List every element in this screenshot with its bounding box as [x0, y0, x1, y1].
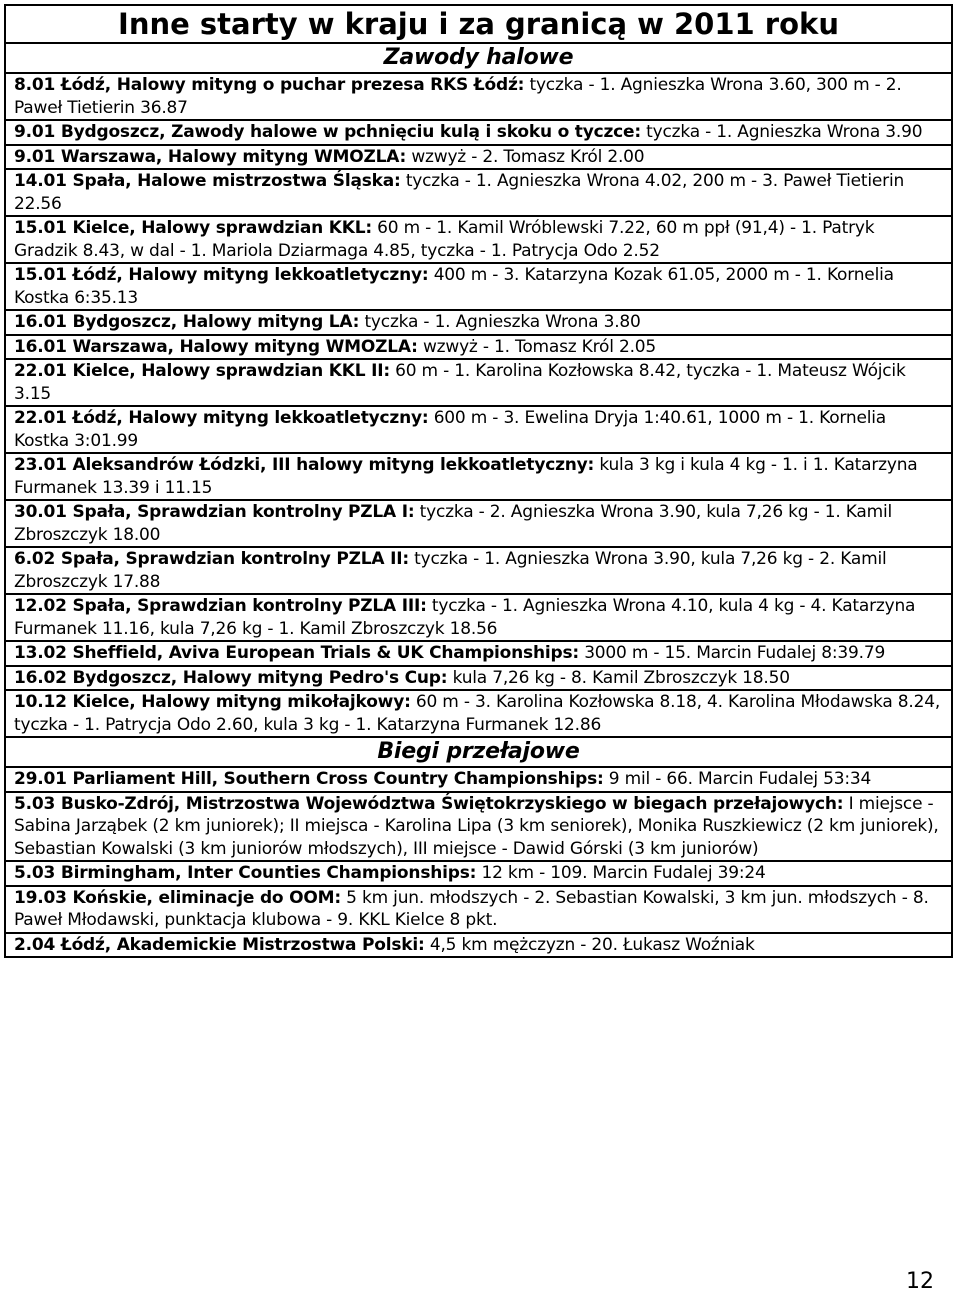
event-results: kula 7,26 kg - 8. Kamil Zbroszczyk 18.50	[447, 667, 790, 688]
event-name: 8.01 Łódź, Halowy mityng o puchar prezesa RKS Łódź:	[14, 75, 525, 95]
result-cell	[5, 310, 952, 335]
event-results: 9 mil - 66. Marcin Fudalej 53:34	[603, 769, 872, 789]
event-results: wzwyż - 1. Tomasz Król 2.05	[417, 336, 657, 357]
result-cell	[5, 933, 952, 958]
result-cell	[5, 594, 952, 641]
result-cell	[5, 641, 952, 666]
event-results: 5 km jun. młodszych - 2. Sebastian Kowalski, 3 km jun. młodszych - 8. Paweł Młodawski, punktacja klubowa - 9. KKL Kielce 8 pkt.	[14, 887, 929, 930]
event-name: 10.12 Kielce, Halowy mityng mikołajkowy:	[14, 692, 411, 712]
event-name: 30.01 Spała, Sprawdzian kontrolny PZLA I:	[14, 502, 415, 522]
event-results: kula 3 kg i kula 4 kg - 1. i 1. Katarzyna Furmanek 13.39 i 11.15	[14, 455, 918, 498]
result-cell	[5, 453, 952, 500]
event-results: 60 m - 1. Kamil Wróblewski 7.22, 60 m ppł (91,4) - 1. Patryk Gradzik 8.43, w dal - 1. Mariola Dziarmaga 4.85, tyczka - 1. Patrycja Odo 2.52	[14, 218, 875, 261]
result-cell	[5, 500, 952, 547]
result-row	[5, 263, 952, 310]
event-results: tyczka - 1. Agnieszka Wrona 3.90	[640, 122, 923, 142]
result-row	[5, 453, 952, 500]
page-title: Inne starty w kraju i za granicą w 2011 roku	[5, 5, 952, 43]
result-cell	[5, 690, 952, 737]
event-name: 16.01 Warszawa, Halowy mityng WMOZLA:	[14, 336, 418, 357]
section-heading-cross: Biegi przełajowe	[5, 737, 952, 767]
event-name: 16.01 Bydgoszcz, Halowy mityng LA:	[14, 312, 360, 332]
event-results: wzwyż - 2. Tomasz Król 2.00	[406, 146, 645, 167]
event-name: 5.03 Birmingham, Inter Counties Championships:	[14, 863, 477, 883]
event-results: tyczka - 1. Agnieszka Wrona 4.10, kula 4 kg - 4. Katarzyna Furmanek 11.16, kula 7,26 kg - 1. Kamil Zbroszczyk 18.56	[14, 596, 916, 639]
result-cell	[5, 263, 952, 310]
event-name: 16.02 Bydgoszcz, Halowy mityng Pedro's Cup:	[14, 667, 448, 688]
result-cell	[5, 406, 952, 453]
result-cell	[5, 666, 952, 691]
event-results: tyczka - 1. Agnieszka Wrona 4.02, 200 m - 3. Paweł Tietierin 22.56	[14, 171, 905, 214]
result-row	[5, 792, 952, 862]
result-cell	[5, 359, 952, 406]
result-row	[5, 594, 952, 641]
result-row	[5, 406, 952, 453]
result-cell	[5, 216, 952, 263]
result-cell	[5, 145, 952, 170]
title-row	[5, 5, 952, 43]
event-name: 22.01 Kielce, Halowy sprawdzian KKL II:	[14, 361, 390, 381]
section-row	[5, 737, 952, 767]
event-name: 15.01 Łódź, Halowy mityng lekkoatletyczny:	[14, 265, 429, 285]
result-row	[5, 666, 952, 691]
event-name: 5.03 Busko-Zdrój, Mistrzostwa Województwa Świętokrzyskiego w biegach przełajowych:	[14, 793, 844, 814]
event-name: 12.02 Spała, Sprawdzian kontrolny PZLA III:	[14, 596, 427, 616]
section-row	[5, 43, 952, 73]
result-row	[5, 641, 952, 666]
result-cell	[5, 335, 952, 360]
result-row	[5, 933, 952, 958]
event-name: 22.01 Łódź, Halowy mityng lekkoatletyczny:	[14, 408, 429, 428]
result-row	[5, 500, 952, 547]
result-row	[5, 767, 952, 792]
result-row	[5, 886, 952, 933]
result-row	[5, 359, 952, 406]
result-cell	[5, 547, 952, 594]
result-row	[5, 73, 952, 120]
result-row	[5, 216, 952, 263]
event-results: 60 m - 1. Karolina Kozłowska 8.42, tyczka - 1. Mateusz Wójcik 3.15	[14, 361, 906, 404]
event-results: tyczka - 1. Agnieszka Wrona 3.80	[359, 312, 641, 332]
result-row	[5, 861, 952, 886]
event-name: 2.04 Łódź, Akademickie Mistrzostwa Polski:	[14, 934, 425, 955]
result-cell	[5, 169, 952, 216]
result-row	[5, 310, 952, 335]
event-name: 9.01 Bydgoszcz, Zawody halowe w pchnięciu kulą i skoku o tyczce:	[14, 122, 641, 142]
result-row	[5, 120, 952, 145]
event-results: 12 km - 109. Marcin Fudalej 39:24	[476, 863, 766, 883]
result-cell	[5, 120, 952, 145]
event-name: 19.03 Końskie, eliminacje do OOM:	[14, 887, 341, 908]
event-results: 4,5 km mężczyzn - 20. Łukasz Woźniak	[424, 934, 755, 955]
event-name: 29.01 Parliament Hill, Southern Cross Country Championships:	[14, 769, 604, 789]
event-name: 15.01 Kielce, Halowy sprawdzian KKL:	[14, 218, 372, 238]
event-results: 600 m - 3. Ewelina Dryja 1:40.61, 1000 m - 1. Kornelia Kostka 3:01.99	[14, 408, 886, 451]
event-results: tyczka - 1. Agnieszka Wrona 3.60, 300 m - 2. Paweł Tietierin 36.87	[14, 75, 902, 118]
event-name: 13.02 Sheffield, Aviva European Trials & UK Championships:	[14, 643, 579, 663]
results-table	[4, 4, 953, 958]
event-name: 23.01 Aleksandrów Łódzki, III halowy mityng lekkoatletyczny:	[14, 455, 595, 475]
result-row	[5, 169, 952, 216]
event-name: 6.02 Spała, Sprawdzian kontrolny PZLA II:	[14, 549, 409, 569]
result-cell	[5, 861, 952, 886]
event-results: tyczka - 1. Agnieszka Wrona 3.90, kula 7,26 kg - 2. Kamil Zbroszczyk 17.88	[14, 549, 887, 592]
page-number: 12	[906, 1269, 934, 1294]
result-cell	[5, 886, 952, 933]
event-results: 400 m - 3. Katarzyna Kozak 61.05, 2000 m - 1. Kornelia Kostka 6:35.13	[14, 265, 894, 308]
event-name: 9.01 Warszawa, Halowy mityng WMOZLA:	[14, 146, 407, 167]
event-results: 60 m - 3. Karolina Kozłowska 8.18, 4. Karolina Młodawska 8.24, tyczka - 1. Patrycja Odo 2.60, kula 3 kg - 1. Katarzyna Furmanek 12.86	[14, 692, 941, 735]
result-row	[5, 690, 952, 737]
event-results: I miejsce - Sabina Jarząbek (2 km juniorek); II miejsca - Karolina Lipa (3 km seniorek), Monika Ruszkiewicz (2 km juniorek), Sebastian Kowalski (3 km juniorów młodszych), III miejsce - Dawid Górski (3 km juniorów)	[14, 793, 939, 859]
result-cell	[5, 792, 952, 862]
event-results: tyczka - 2. Agnieszka Wrona 3.90, kula 7,26 kg - 1. Kamil Zbroszczyk 18.00	[14, 502, 893, 545]
results-sheet	[4, 4, 953, 958]
event-results: 3000 m - 15. Marcin Fudalej 8:39.79	[578, 643, 886, 663]
result-row	[5, 547, 952, 594]
result-cell	[5, 767, 952, 792]
result-row	[5, 335, 952, 360]
result-cell	[5, 73, 952, 120]
result-row	[5, 145, 952, 170]
section-heading-indoor: Zawody halowe	[5, 43, 952, 73]
event-name: 14.01 Spała, Halowe mistrzostwa Śląska:	[14, 171, 401, 191]
